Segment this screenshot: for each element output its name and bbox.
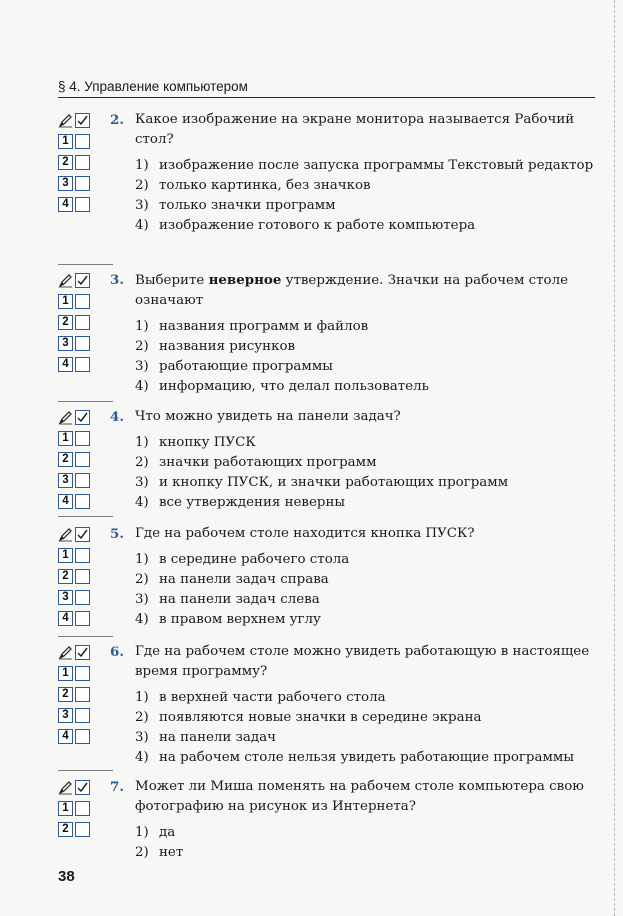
answer-option <box>135 473 595 493</box>
answer-option <box>135 493 595 513</box>
question-number: 3. <box>110 272 124 288</box>
answer-checkbox[interactable] <box>75 294 90 309</box>
option-number: 4) <box>135 218 149 233</box>
option-number-box: 3 <box>58 336 73 351</box>
answer-option <box>135 317 595 337</box>
option-text: появляются новые значки в середине экрана <box>159 710 482 725</box>
question-text: Выберите неверное утверждение. Значки на рабочем столе означают <box>135 272 569 308</box>
section-header: § 4. Управление компьютером <box>58 79 248 94</box>
option-text: информацию, что делал пользователь <box>159 379 429 394</box>
answer-checkbox[interactable] <box>75 729 90 744</box>
question-number: 5. <box>110 526 124 542</box>
option-number-box: 4 <box>58 611 73 626</box>
checkmark-icon <box>75 273 90 288</box>
option-number: 2) <box>135 572 149 587</box>
checkmark-icon <box>75 780 90 795</box>
option-text: и кнопку ПУСК, и значки работающих программ <box>159 475 509 490</box>
option-number-box: 1 <box>58 666 73 681</box>
question-number: 6. <box>110 644 124 660</box>
option-number-box: 2 <box>58 822 73 837</box>
question-text: Что можно увидеть на панели задач? <box>135 409 401 424</box>
option-text: все утверждения неверны <box>159 495 346 510</box>
answer-grid <box>58 410 100 515</box>
answer-option <box>135 357 595 377</box>
answer-option <box>135 570 595 590</box>
option-text: кнопку ПУСК <box>159 435 256 450</box>
answer-checkbox[interactable] <box>75 494 90 509</box>
answer-checkbox[interactable] <box>75 590 90 605</box>
option-text: в середине рабочего стола <box>159 552 350 567</box>
option-number-box: 4 <box>58 729 73 744</box>
option-number-box: 1 <box>58 134 73 149</box>
question-number: 7. <box>110 779 124 795</box>
option-text: нет <box>159 845 184 860</box>
option-text: изображение готового к работе компьютера <box>159 218 476 233</box>
option-text: только значки программ <box>159 198 336 213</box>
option-text: на рабочем столе нельзя увидеть работающие программы <box>159 750 574 765</box>
answer-option <box>135 453 595 473</box>
checkmark-icon <box>75 410 90 425</box>
option-text: работающие программы <box>159 359 333 374</box>
answer-grid <box>58 113 100 218</box>
option-text: на панели задач справа <box>159 572 329 587</box>
divider <box>58 770 113 771</box>
option-number: 4) <box>135 379 149 394</box>
option-number: 2) <box>135 455 149 470</box>
option-number: 1) <box>135 435 149 450</box>
option-number: 1) <box>135 825 149 840</box>
checkmark-icon <box>75 113 90 128</box>
emphasis-word: неверное <box>208 272 282 288</box>
pencil-icon <box>58 645 73 660</box>
option-number-box: 4 <box>58 197 73 212</box>
answer-option <box>135 550 595 570</box>
answer-checkbox[interactable] <box>75 708 90 723</box>
answer-grid <box>58 645 100 750</box>
answer-checkbox[interactable] <box>75 155 90 170</box>
option-number-box: 2 <box>58 315 73 330</box>
option-number-box: 3 <box>58 473 73 488</box>
option-text: только картинка, без значков <box>159 178 371 193</box>
answer-checkbox[interactable] <box>75 473 90 488</box>
answer-checkbox[interactable] <box>75 452 90 467</box>
answer-grid <box>58 527 100 632</box>
option-number: 1) <box>135 319 149 334</box>
answer-option <box>135 610 595 630</box>
answer-checkbox[interactable] <box>75 134 90 149</box>
option-number-box: 2 <box>58 687 73 702</box>
divider <box>58 401 113 402</box>
option-number-box: 1 <box>58 294 73 309</box>
option-number-box: 3 <box>58 590 73 605</box>
answer-checkbox[interactable] <box>75 611 90 626</box>
answer-checkbox[interactable] <box>75 687 90 702</box>
answer-checkbox[interactable] <box>75 801 90 816</box>
checkmark-icon <box>75 645 90 660</box>
option-text: названия рисунков <box>159 339 296 354</box>
option-number-box: 3 <box>58 176 73 191</box>
option-number: 4) <box>135 750 149 765</box>
answer-option <box>135 843 595 863</box>
answer-option <box>135 216 595 236</box>
option-number: 1) <box>135 690 149 705</box>
option-text: на панели задач слева <box>159 592 320 607</box>
option-number: 3) <box>135 475 149 490</box>
answer-checkbox[interactable] <box>75 336 90 351</box>
answer-option <box>135 688 595 708</box>
divider <box>58 516 113 517</box>
option-text: в правом верхнем углу <box>159 612 321 627</box>
answer-grid <box>58 273 100 378</box>
question-text: Какое изображение на экране монитора называется Рабочий стол? <box>135 112 575 147</box>
question-number: 2. <box>110 112 124 128</box>
answer-option <box>135 728 595 748</box>
answer-checkbox[interactable] <box>75 315 90 330</box>
question-text: Где на рабочем столе находится кнопка ПУСК? <box>135 526 475 541</box>
answer-checkbox[interactable] <box>75 666 90 681</box>
option-number: 1) <box>135 158 149 173</box>
answer-option <box>135 196 595 216</box>
option-number: 3) <box>135 730 149 745</box>
option-number-box: 1 <box>58 548 73 563</box>
option-number: 3) <box>135 592 149 607</box>
option-number: 3) <box>135 359 149 374</box>
option-text: изображение после запуска программы Текстовый редактор <box>159 158 594 173</box>
answer-checkbox[interactable] <box>75 357 90 372</box>
option-number-box: 2 <box>58 452 73 467</box>
option-text: значки работающих программ <box>159 455 377 470</box>
answer-option <box>135 433 595 453</box>
answer-grid <box>58 780 100 843</box>
option-number: 2) <box>135 178 149 193</box>
option-number-box: 4 <box>58 357 73 372</box>
pencil-icon <box>58 113 73 128</box>
option-number-box: 1 <box>58 801 73 816</box>
question-text: Где на рабочем столе можно увидеть работающую в настоящее время программу? <box>135 644 590 679</box>
page-number: 38 <box>58 868 75 885</box>
option-number: 4) <box>135 612 149 627</box>
option-number-box: 2 <box>58 569 73 584</box>
answer-option <box>135 748 595 768</box>
pencil-icon <box>58 527 73 542</box>
option-number-box: 4 <box>58 494 73 509</box>
option-number: 1) <box>135 552 149 567</box>
divider <box>58 264 113 265</box>
option-number: 2) <box>135 845 149 860</box>
answer-option <box>135 176 595 196</box>
option-number: 3) <box>135 198 149 213</box>
pencil-icon <box>58 780 73 795</box>
option-text: в верхней части рабочего стола <box>159 690 386 705</box>
option-number: 2) <box>135 339 149 354</box>
answer-option <box>135 337 595 357</box>
answer-option <box>135 156 595 176</box>
answer-option <box>135 377 595 397</box>
pencil-icon <box>58 273 73 288</box>
option-text: да <box>159 825 176 840</box>
option-number-box: 2 <box>58 155 73 170</box>
option-number-box: 3 <box>58 708 73 723</box>
answer-checkbox[interactable] <box>75 569 90 584</box>
option-text: на панели задач <box>159 730 276 745</box>
pencil-icon <box>58 410 73 425</box>
checkmark-icon <box>75 527 90 542</box>
option-text: названия программ и файлов <box>159 319 369 334</box>
answer-option <box>135 823 595 843</box>
answer-checkbox[interactable] <box>75 822 90 837</box>
option-number: 2) <box>135 710 149 725</box>
question-text: Может ли Миша поменять на рабочем столе компьютера свою фотографию на рисунок из Интернета? <box>135 779 584 814</box>
answer-option <box>135 708 595 728</box>
header-rule <box>58 97 595 98</box>
answer-checkbox[interactable] <box>75 176 90 191</box>
answer-checkbox[interactable] <box>75 431 90 446</box>
answer-checkbox[interactable] <box>75 197 90 212</box>
page-trim-line <box>614 0 615 916</box>
option-number: 4) <box>135 495 149 510</box>
question-number: 4. <box>110 409 124 425</box>
answer-checkbox[interactable] <box>75 548 90 563</box>
divider <box>58 636 113 637</box>
option-number-box: 1 <box>58 431 73 446</box>
answer-option <box>135 590 595 610</box>
